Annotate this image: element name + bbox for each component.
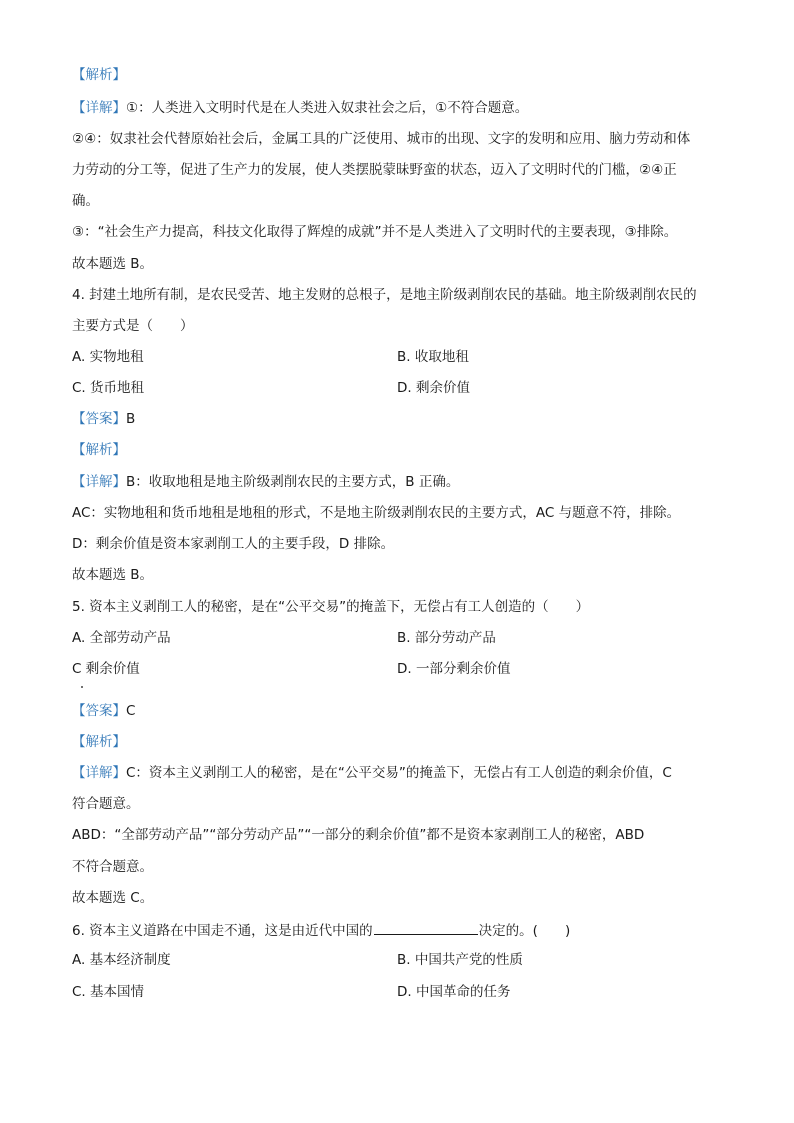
q4-option-c: C. 货币地租 <box>72 380 145 396</box>
detail-label: 【详解】 <box>72 474 126 490</box>
detail-line: ABD：“全部劳动产品”“部分劳动产品”“一部分的剩余价值”都不是资本家剥削工人的秘密，ABD <box>72 827 645 843</box>
detail-line <box>72 99 528 117</box>
answer-label: 【答案】 <box>72 411 126 427</box>
q5-option-c: C 剩余价值 <box>72 661 140 677</box>
detail-line: 确。 <box>72 193 99 209</box>
detail-line: 符合题意。 <box>72 796 140 812</box>
analysis-label: 【解析】 <box>72 442 126 458</box>
conclusion: 故本题选 C。 <box>72 890 154 906</box>
detail-text: B：收取地租是地主阶级剥削农民的主要方式，B 正确。 <box>126 474 460 490</box>
q5-option-a: A. 全部劳动产品 <box>72 630 171 646</box>
q6-option-b: B. 中国共产党的性质 <box>397 952 523 968</box>
answer-value: C <box>126 703 136 719</box>
q4-option-d: D. 剩余价值 <box>397 380 470 396</box>
answer-value: B <box>126 411 136 427</box>
q5-option-d: D. 一部分剩余价值 <box>397 661 511 677</box>
question-4-stem: 4. 封建土地所有制，是农民受苦、地主发财的总根子，是地主阶级剥削农民的基础。地主阶级剥削农民的 <box>72 287 697 303</box>
detail-line: ②④：奴隶社会代替原始社会后，金属工具的广泛使用、城市的出现、文字的发明和应用、脑力劳动和体 <box>72 131 691 147</box>
conclusion: 故本题选 B。 <box>72 256 154 272</box>
stray-dot <box>81 686 83 688</box>
q4-answer <box>72 410 135 428</box>
detail-text: ①：人类进入文明时代是在人类进入奴隶社会之后，①不符合题意。 <box>126 100 529 116</box>
question-5-stem: 5. 资本主义剥削工人的秘密，是在“公平交易”的掩盖下，无偿占有工人创造的（ ） <box>72 599 590 615</box>
analysis-label: 【解析】 <box>72 67 126 83</box>
detail-line <box>72 764 672 782</box>
analysis-label: 【解析】 <box>72 734 126 750</box>
detail-label: 【详解】 <box>72 100 126 116</box>
stem-after: 决定的。( ) <box>478 923 571 939</box>
question-4-stem-cont: 主要方式是（ ） <box>72 318 194 334</box>
detail-text: C：资本主义剥削工人的秘密，是在“公平交易”的掩盖下，无偿占有工人创造的剩余价值，C <box>126 765 672 781</box>
q5-answer <box>72 702 135 720</box>
q4-option-a: A. 实物地租 <box>72 349 144 365</box>
detail-line: ③：“社会生产力提高，科技文化取得了辉煌的成就”并不是人类进入了文明时代的主要表现，③排除。 <box>72 224 678 240</box>
detail-line: 力劳动的分工等，促进了生产力的发展，使人类摆脱蒙昧野蛮的状态，迈入了文明时代的门槛，②④正 <box>72 162 677 178</box>
stem-before: 6. 资本主义道路在中国走不通，这是由近代中国的 <box>72 923 373 939</box>
question-6-stem <box>72 920 570 940</box>
detail-line: AC：实物地租和货币地租是地租的形式，不是地主阶级剥削农民的主要方式，AC 与题意不符，排除。 <box>72 505 681 521</box>
detail-line <box>72 473 459 491</box>
q6-option-c: C. 基本国情 <box>72 984 145 1000</box>
detail-line: D：剩余价值是资本家剥削工人的主要手段，D 排除。 <box>72 536 395 552</box>
q4-option-b: B. 收取地租 <box>397 349 469 365</box>
answer-label: 【答案】 <box>72 703 126 719</box>
conclusion: 故本题选 B。 <box>72 567 154 583</box>
q6-option-d: D. 中国革命的任务 <box>397 984 511 1000</box>
q5-option-b: B. 部分劳动产品 <box>397 630 496 646</box>
q6-option-a: A. 基本经济制度 <box>72 952 171 968</box>
detail-line: 不符合题意。 <box>72 859 153 875</box>
detail-label: 【详解】 <box>72 765 126 781</box>
fill-blank <box>374 920 478 935</box>
